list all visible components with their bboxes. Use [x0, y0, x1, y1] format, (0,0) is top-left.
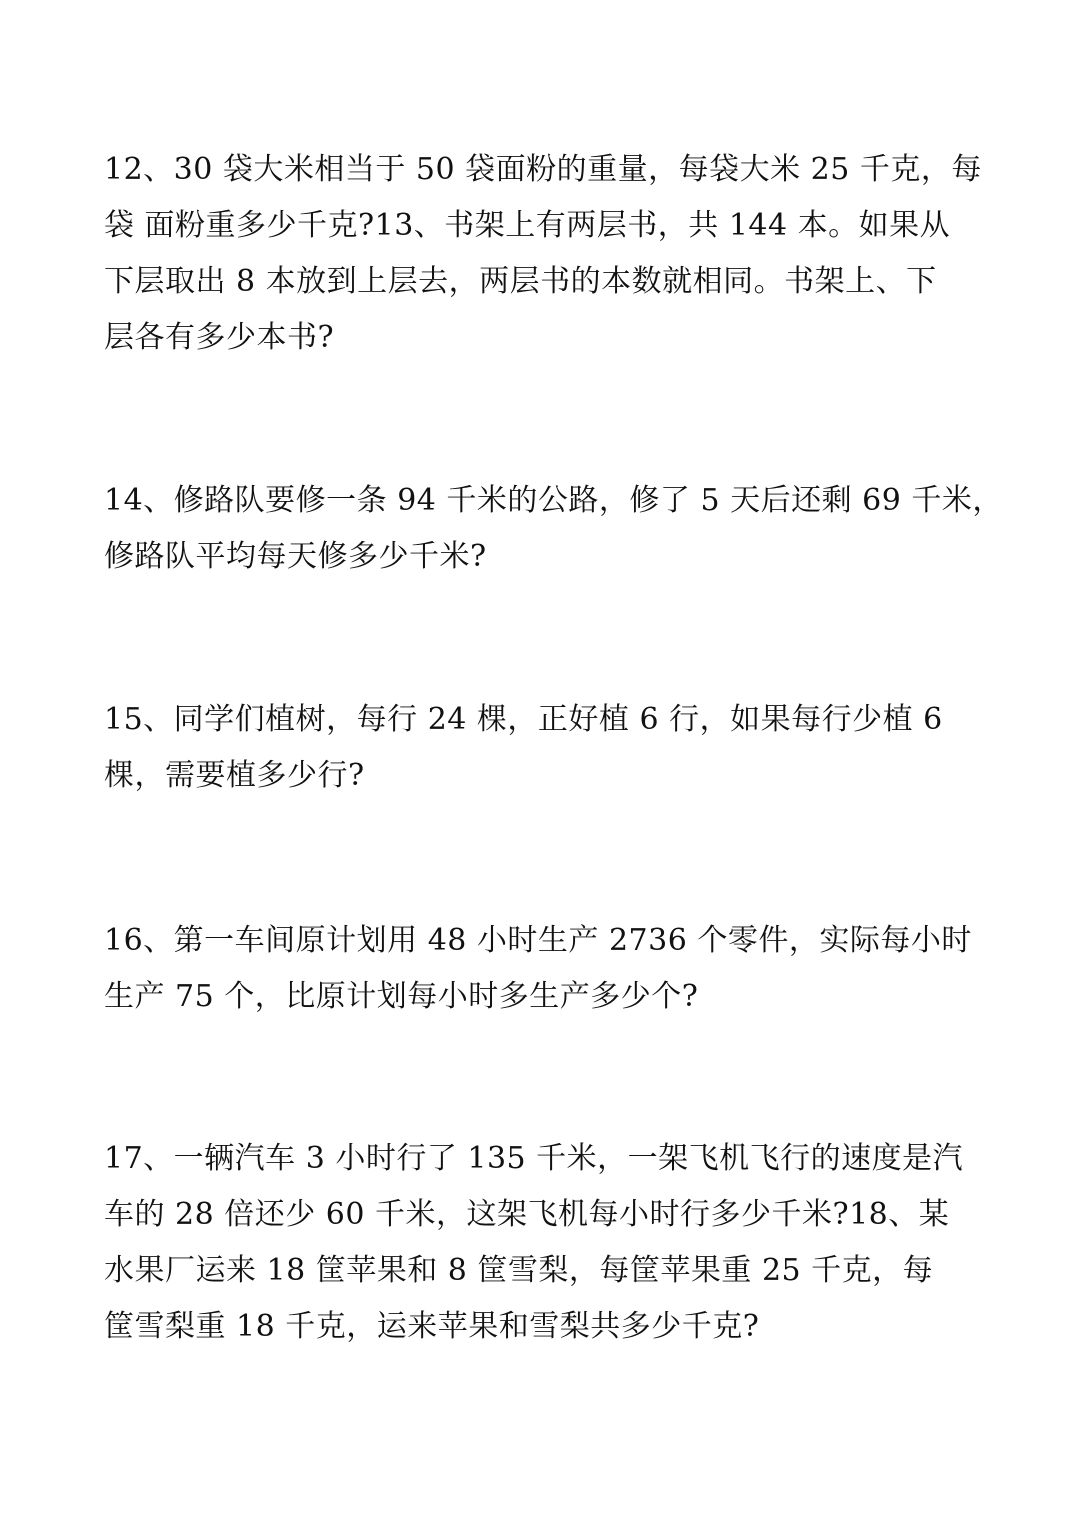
problem-line: 水果厂运来 18 筐苹果和 8 筐雪梨，每筐苹果重 25 千克，每: [104, 1253, 934, 1288]
problem-line: 16、第一车间原计划用 48 小时生产 2736 个零件，实际每小时: [104, 923, 972, 958]
problem-line: 袋 面粉重多少千克?13、书架上有两层书，共 144 本。如果从: [104, 208, 951, 243]
problem-line: 生产 75 个，比原计划每小时多生产多少个?: [104, 979, 699, 1014]
problem-12-13: [104, 142, 982, 366]
problem-line: 14、修路队要修一条 94 千米的公路，修了 5 天后还剩 69 千米，: [104, 483, 1003, 518]
problem-line: 棵，需要植多少行?: [104, 758, 365, 793]
problem-line: 修路队平均每天修多少千米?: [104, 539, 487, 574]
problem-line: 17、一辆汽车 3 小时行了 135 千米，一架飞机飞行的速度是汽: [104, 1141, 964, 1176]
problem-line: 筐雪梨重 18 千克，运来苹果和雪梨共多少千克?: [104, 1309, 760, 1344]
problem-line: 下层取出 8 本放到上层去，两层书的本数就相同。书架上、下: [104, 264, 937, 299]
problem-17-18: [104, 1131, 974, 1355]
problem-16: [104, 913, 974, 1025]
problem-line: 车的 28 倍还少 60 千米，这架飞机每小时行多少千米?18、某: [104, 1197, 950, 1232]
problem-line: 12、30 袋大米相当于 50 袋面粉的重量，每袋大米 25 千克，每: [104, 152, 982, 187]
problem-15: [104, 692, 974, 804]
problem-14: [104, 473, 1003, 585]
problem-line: 层各有多少本书?: [104, 320, 335, 355]
problem-line: 15、同学们植树，每行 24 棵，正好植 6 行，如果每行少植 6: [104, 702, 943, 737]
